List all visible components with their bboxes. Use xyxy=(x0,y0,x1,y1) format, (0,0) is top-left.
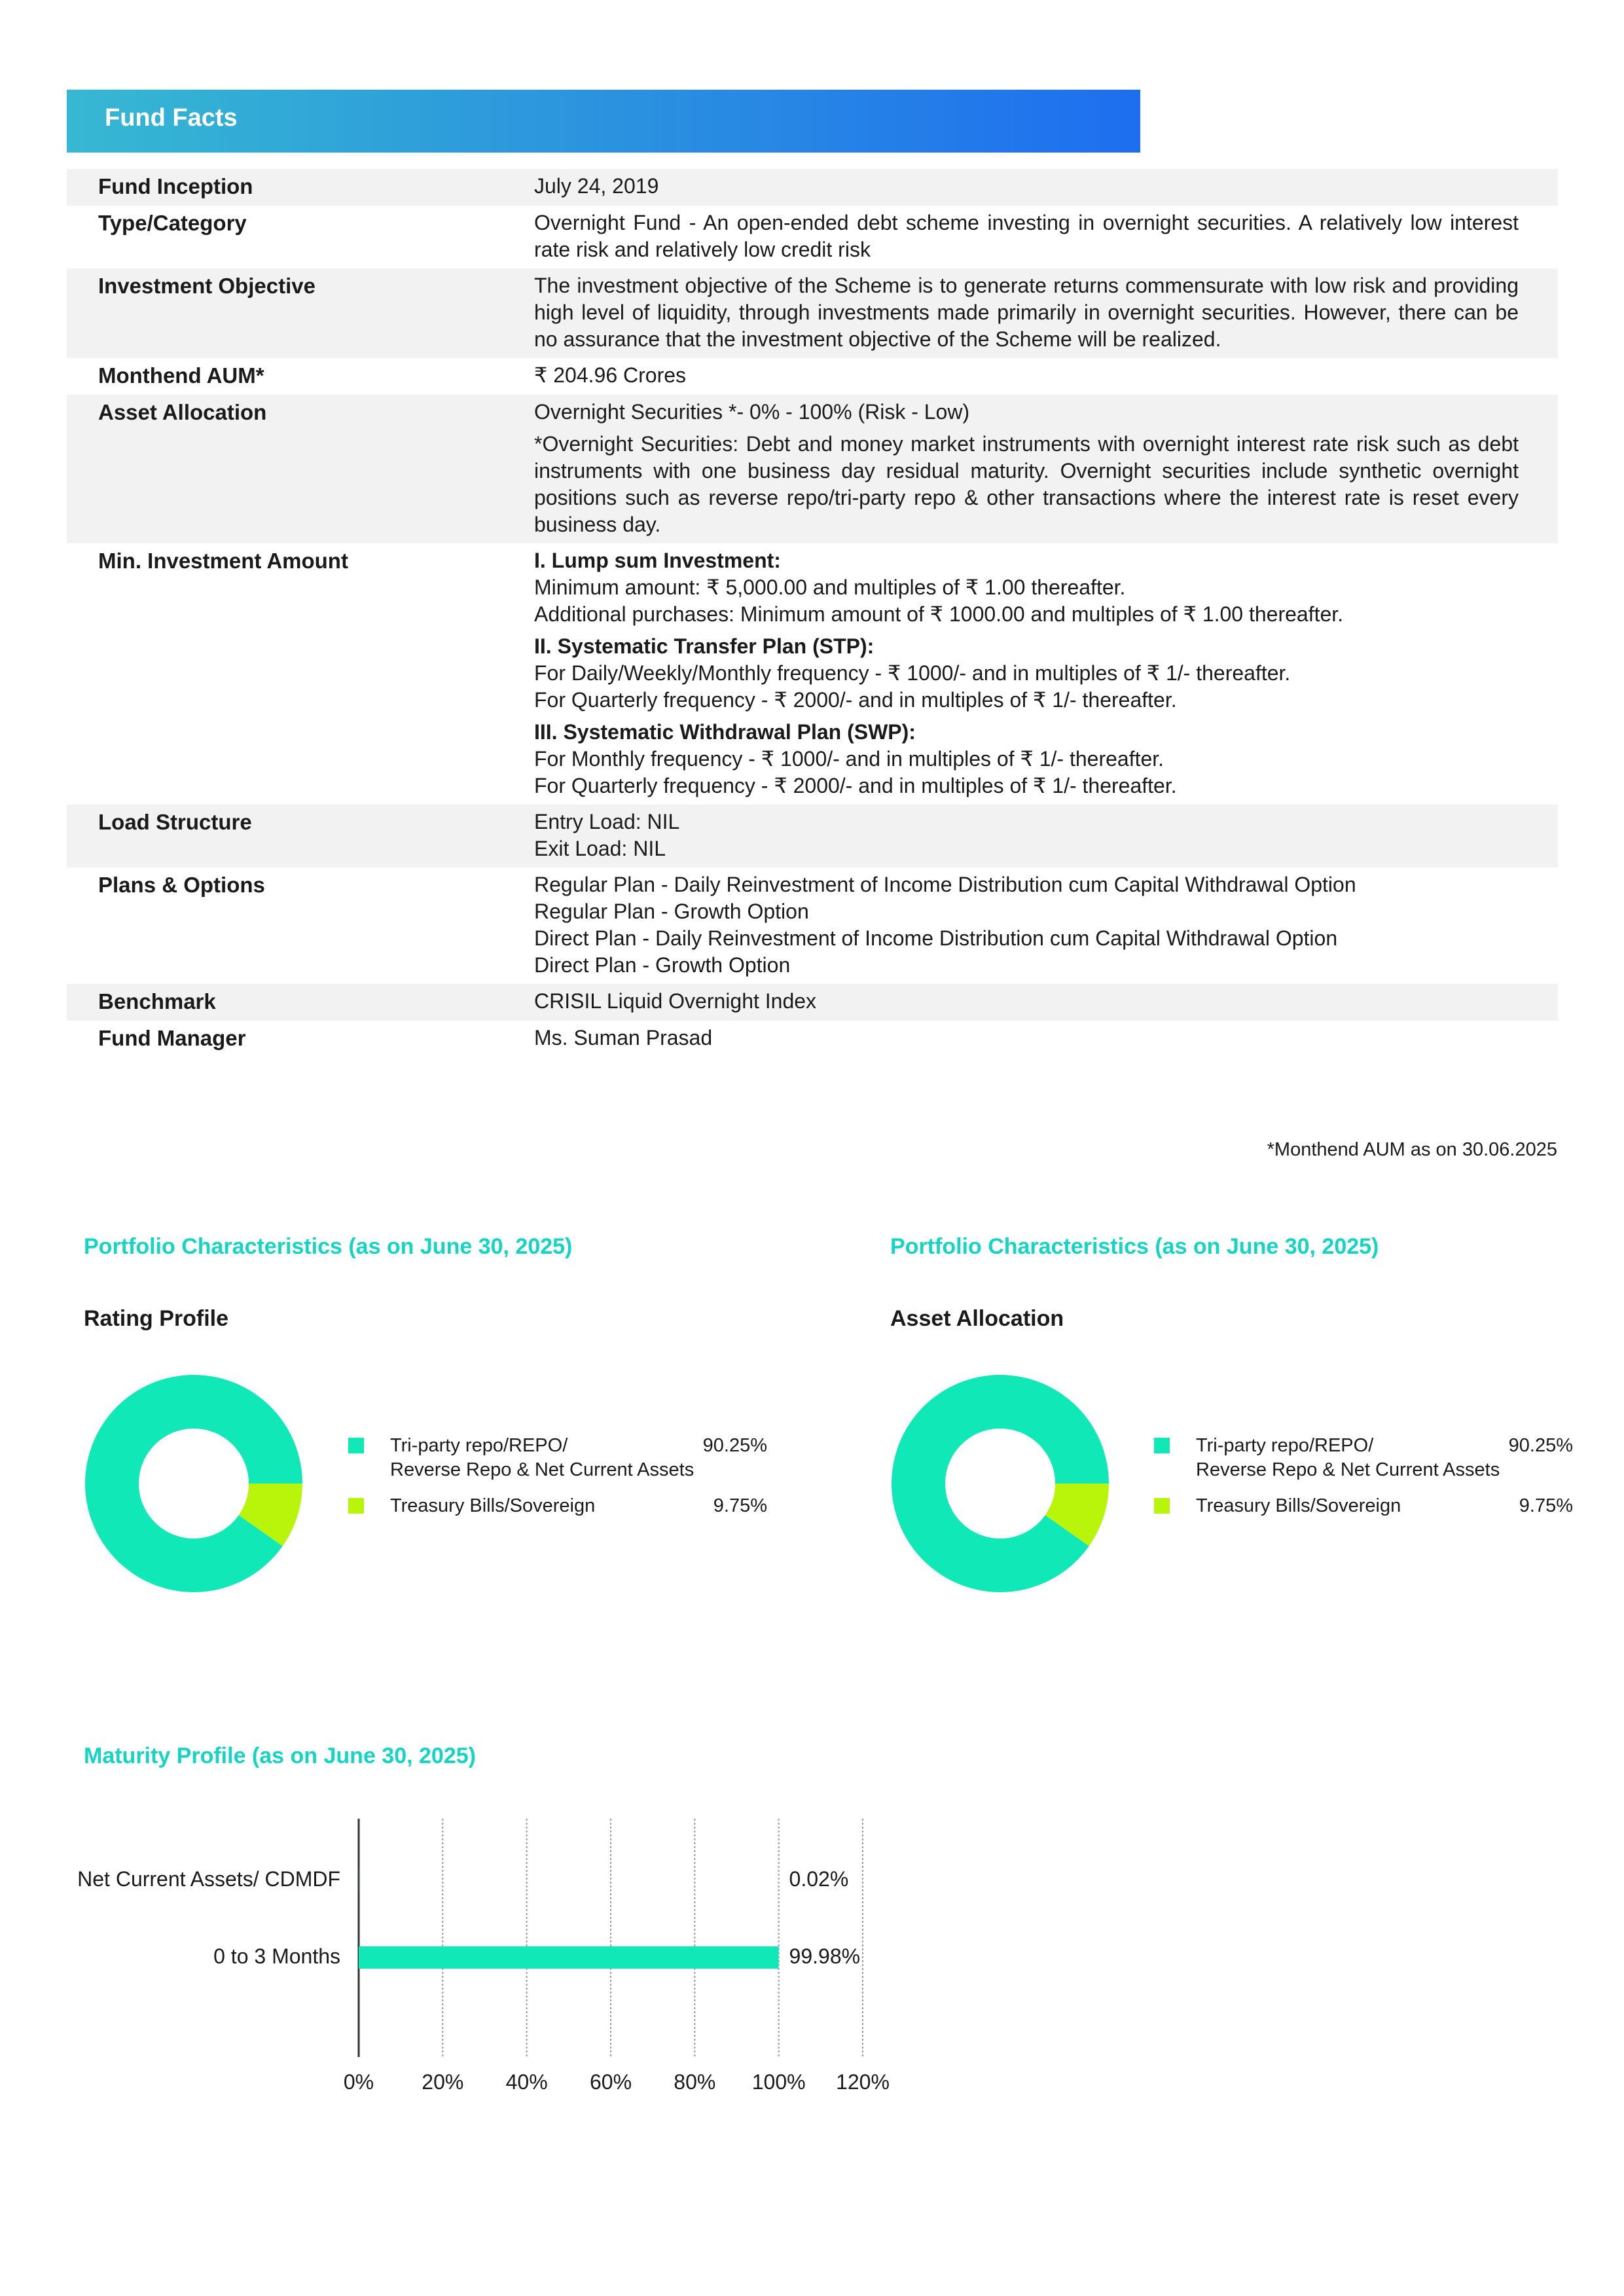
fact-label: Monthend AUM* xyxy=(98,363,264,388)
legend-label-line: Treasury Bills/Sovereign xyxy=(1196,1495,1401,1516)
legend-label-line: Reverse Repo & Net Current Assets xyxy=(390,1459,695,1480)
fact-value-line: For Monthly frequency - ₹ 1000/- and in multiples of ₹ 1/- thereafter. xyxy=(534,747,1164,771)
fact-value-line: Overnight Securities *- 0% - 100% (Risk - Low) xyxy=(534,400,970,424)
fact-label: Load Structure xyxy=(98,810,252,834)
fact-value-line: Additional purchases: Minimum amount of ₹ 1000.00 and multiples of ₹ 1.00 thereafter. xyxy=(534,602,1344,626)
fund-facts-title: Fund Facts xyxy=(105,104,238,132)
fact-value-line: CRISIL Liquid Overnight Index xyxy=(534,989,817,1013)
legend-label-line: Tri-party repo/REPO/ xyxy=(390,1435,568,1456)
fact-value-line: Regular Plan - Daily Reinvestment of Income Distribution cum Capital Withdrawal Option xyxy=(534,873,1356,896)
legend-percent: 90.25% xyxy=(702,1435,767,1456)
fact-value-line: Ms. Suman Prasad xyxy=(534,1026,713,1049)
legend-percent: 9.75% xyxy=(1519,1495,1573,1516)
fact-value-line: For Daily/Weekly/Monthly frequency - ₹ 1000/- and in multiples of ₹ 1/- thereafter. xyxy=(534,661,1291,685)
fact-value-line: For Quarterly frequency - ₹ 2000/- and in multiples of ₹ 1/- thereafter. xyxy=(534,688,1177,712)
fact-label: Asset Allocation xyxy=(98,400,267,424)
legend-label-line: Treasury Bills/Sovereign xyxy=(390,1495,596,1516)
maturity-value-label: 99.98% xyxy=(789,1944,861,1968)
fact-value-line: III. Systematic Withdrawal Plan (SWP): xyxy=(534,720,916,744)
fact-label: Min. Investment Amount xyxy=(98,549,348,573)
fact-label: Benchmark xyxy=(98,989,216,1013)
maturity-profile-title: Maturity Profile (as on June 30, 2025) xyxy=(84,1743,476,1768)
x-tick-label: 40% xyxy=(505,2070,548,2094)
fact-label: Fund Inception xyxy=(98,174,253,198)
fact-value-line: Overnight Fund - An open-ended debt scheme investing in overnight securities. A relatively low interest rate risk and relatively low credit risk xyxy=(534,211,1519,261)
fact-label: Investment Objective xyxy=(98,274,316,298)
fact-value-line: II. Systematic Transfer Plan (STP): xyxy=(534,634,875,658)
legend-percent: 90.25% xyxy=(1508,1435,1573,1456)
x-tick-label: 0% xyxy=(343,2070,374,2094)
rating-section-title: Portfolio Characteristics (as on June 30, 2025) xyxy=(84,1234,573,1259)
maturity-category-label: 0 to 3 Months xyxy=(213,1944,340,1968)
legend-percent: 9.75% xyxy=(713,1495,767,1516)
fact-value-line: Exit Load: NIL xyxy=(534,837,666,860)
fact-value-line: Direct Plan - Growth Option xyxy=(534,953,791,977)
legend-label-line: Reverse Repo & Net Current Assets xyxy=(1196,1459,1500,1480)
fact-value-line: I. Lump sum Investment: xyxy=(534,549,781,572)
fact-value-line: ₹ 204.96 Crores xyxy=(534,363,687,387)
x-tick-label: 80% xyxy=(674,2070,716,2094)
fact-value-line: Minimum amount: ₹ 5,000.00 and multiples of ₹ 1.00 thereafter. xyxy=(534,575,1126,599)
asset-allocation-title: Asset Allocation xyxy=(890,1306,1064,1331)
legend-label-line: Tri-party repo/REPO/ xyxy=(1196,1435,1374,1456)
fact-value-line: July 24, 2019 xyxy=(534,174,659,198)
x-tick-label: 120% xyxy=(836,2070,890,2094)
fact-value-line: Regular Plan - Growth Option xyxy=(534,900,809,923)
fact-value-line: *Overnight Securities: Debt and money market instruments with overnight interest rate risk such as debt instruments with one business day residual maturity. Overnight securities include synthetic overnight positions such as reverse repo/tri-party repo & other transactions where the interest rate is reset every business day. xyxy=(534,432,1519,536)
rating-profile-title: Rating Profile xyxy=(84,1306,229,1331)
fact-label: Fund Manager xyxy=(98,1026,246,1050)
aum-footnote: *Monthend AUM as on 30.06.2025 xyxy=(1267,1139,1557,1160)
fact-label: Plans & Options xyxy=(98,873,265,897)
fact-value-line: The investment objective of the Scheme is to generate returns commensurate with low risk and providing high level of liquidity, through investments made primarily in overnight securities. However, there can be no assurance that the investment objective of the Scheme will be realized. xyxy=(534,274,1519,351)
x-tick-label: 20% xyxy=(422,2070,464,2094)
fact-label: Type/Category xyxy=(98,211,247,235)
x-tick-label: 60% xyxy=(589,2070,632,2094)
allocation-section-title: Portfolio Characteristics (as on June 30, 2025) xyxy=(890,1234,1379,1259)
maturity-value-label: 0.02% xyxy=(789,1867,849,1891)
maturity-bar xyxy=(359,1946,779,1969)
fact-value-line: Direct Plan - Daily Reinvestment of Income Distribution cum Capital Withdrawal Option xyxy=(534,926,1338,950)
x-tick-label: 100% xyxy=(751,2070,806,2094)
fact-value-line: For Quarterly frequency - ₹ 2000/- and in multiples of ₹ 1/- thereafter. xyxy=(534,774,1177,797)
maturity-category-label: Net Current Assets/ CDMDF xyxy=(77,1867,340,1891)
fact-value-line: Entry Load: NIL xyxy=(534,810,680,833)
